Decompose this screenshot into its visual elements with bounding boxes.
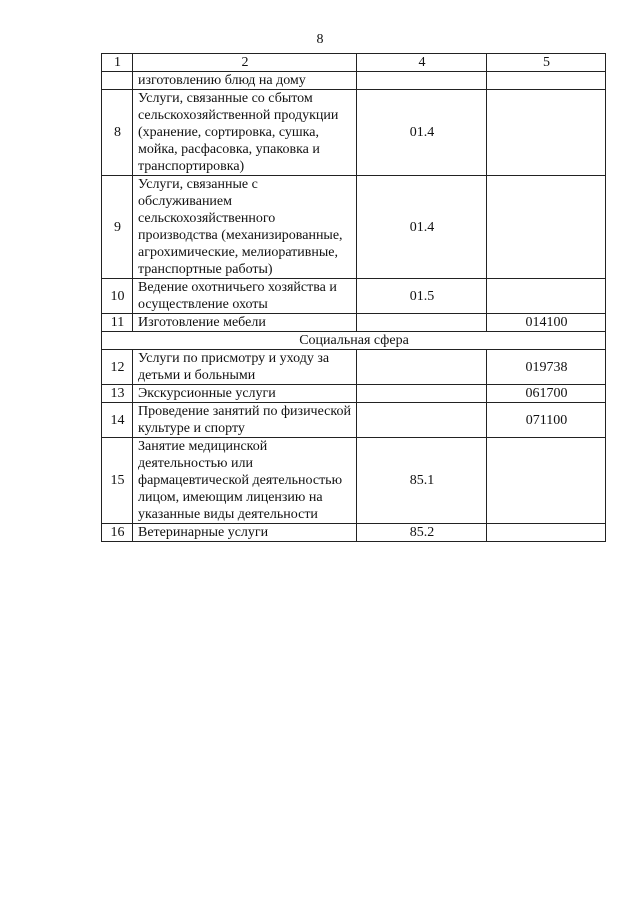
header-col-4: 4 bbox=[357, 54, 487, 72]
row-number-cell: 10 bbox=[102, 279, 133, 314]
code-col5-cell bbox=[487, 438, 606, 524]
table-row bbox=[102, 438, 606, 524]
services-table bbox=[101, 53, 606, 542]
service-name-cell: Услуги, связанные с обслуживанием сельскохозяйственного производства (механизированные, агрохимические, мелиоративные, транспортные работы) bbox=[133, 176, 357, 279]
row-number-cell: 14 bbox=[102, 403, 133, 438]
table-row bbox=[102, 176, 606, 279]
service-name-cell: Услуги, связанные со сбытом сельскохозяйственной продукции (хранение, сортировка, сушка, мойка, расфасовка, упаковка и транспортировка) bbox=[133, 90, 357, 176]
table-header-row bbox=[102, 54, 606, 72]
table-row bbox=[102, 279, 606, 314]
code-col4-cell: 01.4 bbox=[357, 90, 487, 176]
table-row bbox=[102, 314, 606, 332]
table-row-continuation bbox=[102, 72, 606, 90]
service-name-cell: изготовлению блюд на дому bbox=[133, 72, 357, 90]
code-col5-cell: 019738 bbox=[487, 350, 606, 385]
code-col4-cell bbox=[357, 314, 487, 332]
code-col4-cell bbox=[357, 72, 487, 90]
row-number-cell bbox=[102, 72, 133, 90]
header-col-2: 2 bbox=[133, 54, 357, 72]
service-name-cell: Услуги по присмотру и уходу за детьми и больными bbox=[133, 350, 357, 385]
row-number-cell: 15 bbox=[102, 438, 133, 524]
service-name-cell: Проведение занятий по физической культуре и спорту bbox=[133, 403, 357, 438]
code-col5-cell bbox=[487, 90, 606, 176]
code-col4-cell bbox=[357, 350, 487, 385]
row-number-cell: 8 bbox=[102, 90, 133, 176]
page-number: 8 bbox=[316, 32, 324, 47]
row-number-cell: 9 bbox=[102, 176, 133, 279]
code-col5-cell: 014100 bbox=[487, 314, 606, 332]
row-number-cell: 12 bbox=[102, 350, 133, 385]
code-col5-cell bbox=[487, 72, 606, 90]
code-col5-cell: 061700 bbox=[487, 385, 606, 403]
row-number-cell: 16 bbox=[102, 524, 133, 542]
header-col-5: 5 bbox=[487, 54, 606, 72]
service-name-cell: Изготовление мебели bbox=[133, 314, 357, 332]
code-col4-cell: 01.4 bbox=[357, 176, 487, 279]
code-col4-cell bbox=[357, 385, 487, 403]
header-col-1: 1 bbox=[102, 54, 133, 72]
row-number-cell: 13 bbox=[102, 385, 133, 403]
service-name-cell: Экскурсионные услуги bbox=[133, 385, 357, 403]
table-row bbox=[102, 524, 606, 542]
service-name-cell: Занятие медицинской деятельностью или фармацевтической деятельностью лицом, имеющим лицензию на указанные виды деятельности bbox=[133, 438, 357, 524]
service-name-cell: Ведение охотничьего хозяйства и осуществление охоты bbox=[133, 279, 357, 314]
code-col4-cell: 01.5 bbox=[357, 279, 487, 314]
table-row bbox=[102, 385, 606, 403]
section-header-row bbox=[102, 332, 606, 350]
code-col4-cell: 85.1 bbox=[357, 438, 487, 524]
code-col5-cell bbox=[487, 279, 606, 314]
code-col5-cell bbox=[487, 176, 606, 279]
row-number-cell: 11 bbox=[102, 314, 133, 332]
table-row bbox=[102, 403, 606, 438]
code-col4-cell bbox=[357, 403, 487, 438]
section-title: Социальная сфера bbox=[102, 332, 606, 350]
code-col4-cell: 85.2 bbox=[357, 524, 487, 542]
table-row bbox=[102, 350, 606, 385]
code-col5-cell bbox=[487, 524, 606, 542]
code-col5-cell: 071100 bbox=[487, 403, 606, 438]
table-row bbox=[102, 90, 606, 176]
service-name-cell: Ветеринарные услуги bbox=[133, 524, 357, 542]
